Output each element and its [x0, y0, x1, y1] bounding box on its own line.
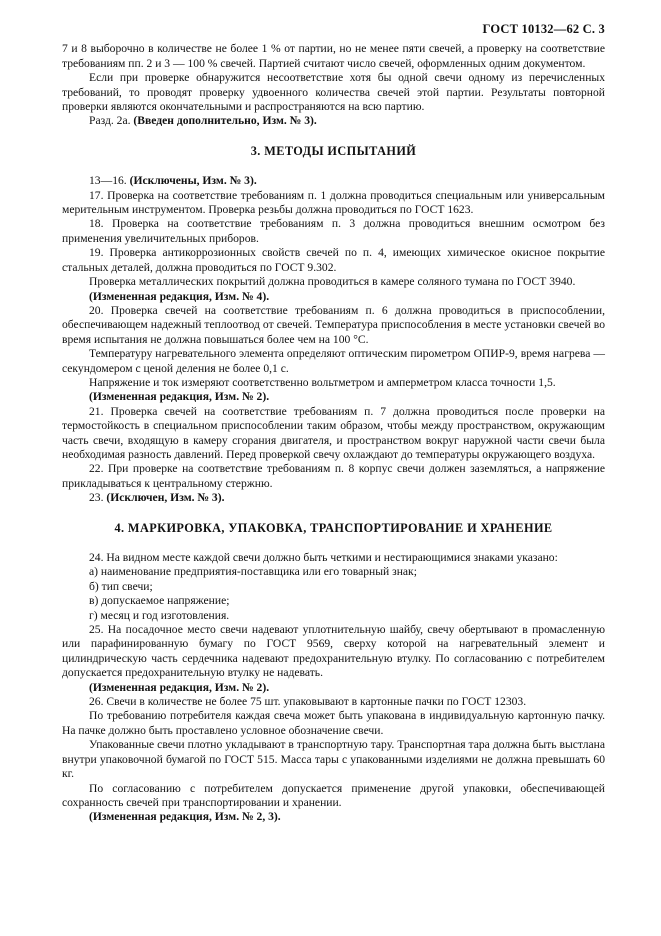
s3-paragraph-18: 18. Проверка на соответствие требованиям п. 3 должна проводиться внешним осмотром без применения увеличительных приборов.	[62, 217, 605, 245]
s4-list-item-a: а) наименование предприятия-поставщика или его товарный знак;	[89, 565, 417, 579]
intro-p3-text: Разд. 2а.	[89, 114, 134, 128]
intro-p3-amendment: (Введен дополнительно, Изм. № 3).	[133, 114, 317, 128]
s3-p19-amendment: (Измененная редакция, Изм. № 4).	[89, 289, 270, 303]
s4-paragraph-25: 25. На посадочное место свечи надевают уплотнительную шайбу, свечу обертывают в промасленную или парафинированную бумагу по ГОСТ 9569, сверху которой на нагревательный элемент и цилиндрическую часть сердечника надевают предохранительную втулку. По согласованию с потребителем допускается предохранительную втулку не надевать.	[62, 623, 605, 680]
section-4-title: 4. МАРКИРОВКА, УПАКОВКА, ТРАНСПОРТИРОВАНИЕ И ХРАНЕНИЕ	[114, 520, 553, 535]
s3-paragraph-13-16	[62, 174, 605, 188]
s3-paragraph-20b: Температуру нагревательного элемента определяют оптическим пирометром ОПИР-9, время нагрева — секундомером с ценой деления не более 0,1 с.	[62, 347, 605, 375]
s4-paragraph-24: 24. На видном месте каждой свечи должно быть четкими и нестирающимися знаками указано:	[89, 551, 558, 564]
s3-p20-amendment: (Измененная редакция, Изм. № 2).	[89, 390, 270, 404]
intro-paragraph-1: 7 и 8 выборочно в количестве не более 1 % от партии, но не менее пяти свечей, а проверку на соответствие требованиям пп. 2 и 3 — 100 % свечей. Партией считают число свечей, оформленных одним документом.	[62, 42, 605, 70]
s3-p23-amendment: (Исключен, Изм. № 3).	[106, 491, 225, 505]
s4-paragraph-26c: Упакованные свечи плотно укладывают в транспортную тару. Транспортная тара должна быть выстлана внутри упаковочной бумагой по ГОСТ 515. Масса тары с упакованными изделиями не должна превышать 60 кг.	[62, 738, 605, 781]
s4-list-item-b: б) тип свечи;	[89, 579, 153, 593]
s4-list-item-d: г) месяц и год изготовления.	[89, 608, 230, 622]
s4-p26-amendment: (Измененная редакция, Изм. № 2, 3).	[89, 810, 281, 824]
s4-paragraph-26d: По согласованию с потребителем допускается применение другой упаковки, обеспечивающей сохранность свечей при транспортировании и хранении.	[62, 781, 605, 809]
s3-p13-amendment: (Исключены, Изм. № 3).	[129, 174, 257, 188]
s3-paragraph-20c: Напряжение и ток измеряют соответственно вольтметром и амперметром класса точности 1,5.	[89, 375, 556, 389]
s4-paragraph-26: 26. Свечи в количестве не более 75 шт. упаковывают в картонные пачки по ГОСТ 12303.	[89, 695, 527, 709]
s3-paragraph-22: 22. При проверке на соответствие требованиям п. 8 корпус свечи должен заземляться, а напряжение прикладываться к центральному стержню.	[62, 462, 605, 490]
s3-paragraph-19: 19. Проверка антикоррозионных свойств свечей по п. 4, имеющих химическое окисное покрытие стальных деталей, должна проводиться по ГОСТ 9.302.	[62, 246, 605, 274]
s3-paragraph-20: 20. Проверка свечей на соответствие требованиям п. 6 должна проводиться в приспособлении, обеспечивающем надежный теплоотвод от свечей. Температура приспособления в месте установки свечей во время испытания не должна повышаться более чем на 100 °С.	[62, 303, 605, 346]
s3-paragraph-19b: Проверка металлических покрытий должна проводиться в камере соляного тумана по ГОСТ 3940.	[89, 275, 576, 289]
s4-paragraph-26b: По требованию потребителя каждая свеча может быть упакована в индивидуальную картонную пачку. На пачке должно быть проставлено условное обозначение свечи.	[62, 709, 605, 737]
s4-list-item-c: в) допускаемое напряжение;	[89, 594, 230, 608]
section-3-title: 3. МЕТОДЫ ИСПЫТАНИЙ	[250, 143, 417, 158]
s3-p23-text: 23.	[89, 491, 107, 505]
intro-paragraph-3	[62, 114, 605, 128]
s4-p25-amendment: (Измененная редакция, Изм. № 2).	[89, 680, 270, 694]
page-header: ГОСТ 10132—62 С. 3	[482, 22, 605, 36]
intro-paragraph-2: Если при проверке обнаружится несоответствие хотя бы одной свечи одному из перечисленных требований, то проводят проверку удвоенного количества свечей этой партии. Результаты повторной проверки являются окончательными и распространяются на всю партию.	[62, 71, 605, 114]
s3-p13-text: 13—16.	[89, 174, 130, 188]
s3-paragraph-23	[62, 491, 605, 505]
s3-paragraph-21: 21. Проверка свечей на соответствие требованиям п. 7 должна проводиться после проверки на термостойкость в специальном приспособлении таким образом, чтобы между пространством, окружающим часть свечи, входящую в камеру сгорания двигателя, и пространством вокруг наружной части свечи была необходимая разность давлений. Перед проверкой свечу охлаждают до температуры окружающего воздуха.	[62, 404, 605, 461]
s3-paragraph-17: 17. Проверка на соответствие требованиям п. 1 должна проводиться специальным или универсальным мерительным инструментом. Проверка резьбы должна проводиться по ГОСТ 1623.	[62, 188, 605, 217]
